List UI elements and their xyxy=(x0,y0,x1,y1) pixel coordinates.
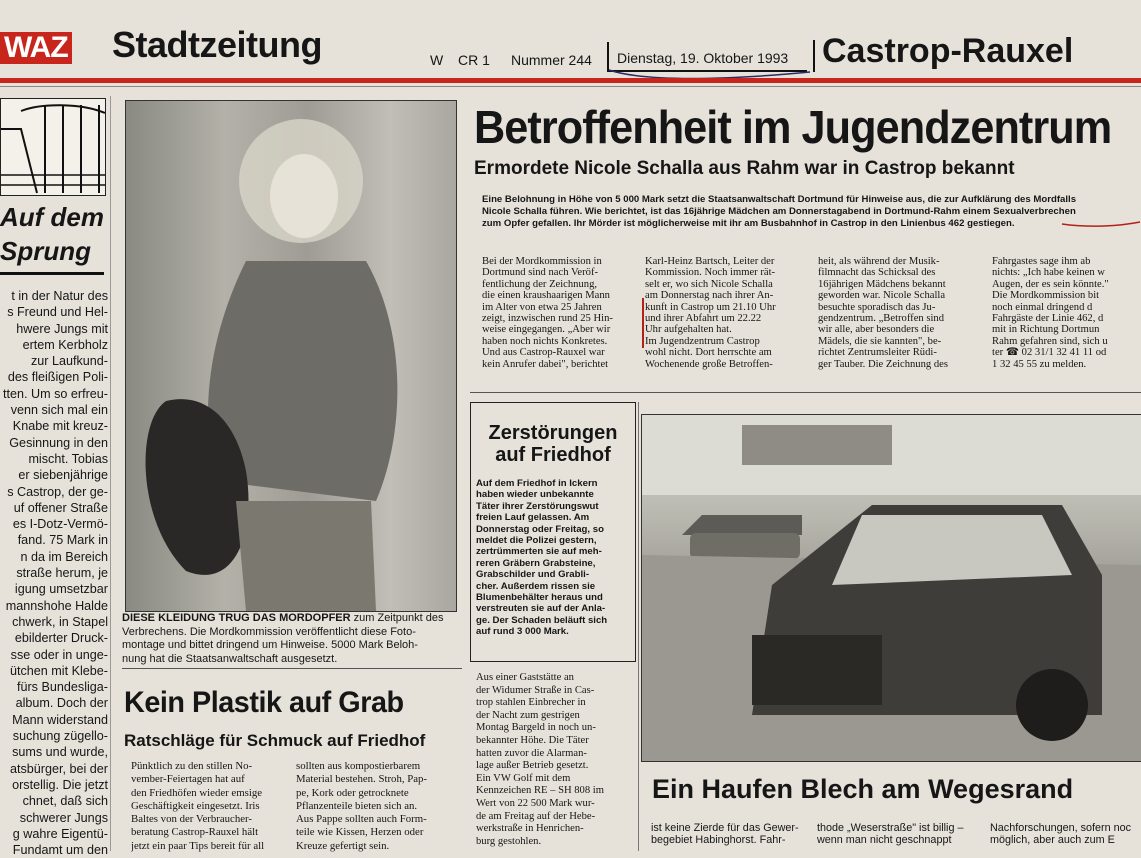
text-line: Wochenende große Betroffen- xyxy=(645,358,773,370)
text-line: chnet, daß sich xyxy=(22,794,108,809)
text-line: freien Lauf gelassen. Am xyxy=(476,512,590,524)
gaststaette-text xyxy=(476,672,632,848)
text-line: Montag Bargeld in noch un- xyxy=(476,722,596,734)
text-line: Donnerstag oder Freitag, so xyxy=(476,523,604,535)
text-line: im Alter von etwa 25 Jahren xyxy=(482,301,602,313)
text-line: wenn man nicht geschnappt xyxy=(817,834,952,847)
newspaper-logo: WAZ xyxy=(0,32,72,64)
text-line: wohl nicht. Dort herrschte am xyxy=(645,347,772,359)
city-title: Castrop-Rauxel xyxy=(822,32,1074,70)
text-line: der Nacht zum gestrigen xyxy=(476,709,580,721)
text-line: des fleißigen Poli- xyxy=(7,370,108,385)
text-line: teile wie Kissen, Herzen oder xyxy=(296,826,424,839)
text-line: Im Jugendzentrum Castrop xyxy=(645,335,760,347)
text-line: auf rund 3 000 Mark. xyxy=(476,626,569,638)
text-line: haben noch nichts Konkretes. xyxy=(482,335,608,347)
text-line: Fahrgastes sage ihm ab xyxy=(992,256,1091,267)
text-line: Bei der Mordkommission in xyxy=(482,256,602,267)
issue-number: Nummer 244 xyxy=(511,52,592,68)
left-headline-rule xyxy=(0,272,104,275)
photo1-caption xyxy=(122,612,460,666)
main-column-4 xyxy=(992,256,1141,370)
text-line: Die Mordkommission bit xyxy=(992,290,1100,302)
text-line: am Donnerstag nach ihrer An- xyxy=(645,290,774,302)
text-line: Karl-Heinz Bartsch, Leiter der xyxy=(645,256,775,267)
text-line: zeigt, inzwischen rund 25 Hin- xyxy=(482,313,613,325)
text-line: Fahrgäste der Linie 462, d xyxy=(992,313,1104,325)
text-line: die einen kraushaarigen Mann xyxy=(482,290,610,302)
text-line: burg gestohlen. xyxy=(476,835,542,847)
text-line: Dortmund sind nach Veröf- xyxy=(482,267,599,279)
text-line: Wert von 22 500 Mark wur- xyxy=(476,797,595,809)
pen-margin-mark xyxy=(642,298,644,348)
text-line: weise eingegangen. „Aber wir xyxy=(482,324,611,336)
text-line: geworden war. Nicole Schalla xyxy=(818,290,946,302)
issue-date: Dienstag, 19. Oktober 1993 xyxy=(607,42,807,72)
text-line: n da im Bereich xyxy=(20,549,108,564)
friedhof-headline xyxy=(470,422,636,466)
text-line: Kreuze gefertigt sein. xyxy=(296,839,390,852)
text-line: wir alle, aber besonders die xyxy=(818,324,935,336)
text-line: begebiet Habinghorst. Fahr- xyxy=(651,834,786,847)
text-line: venn sich mal ein xyxy=(10,403,108,418)
text-line: Und aus Castrop-Rauxel war xyxy=(482,347,605,359)
text-line: orstellig. Die jetzt xyxy=(12,777,108,792)
text-line: schwerer Jungs xyxy=(19,810,108,825)
text-line: richtet Zentrumsleiter Rüdi- xyxy=(818,347,937,359)
text-line: mischt. Tobias xyxy=(28,451,108,466)
text-line: atsbürger, bei der xyxy=(9,761,108,776)
text-line: tten. Um so erfreu- xyxy=(3,386,108,401)
plastik-column-1 xyxy=(131,760,281,853)
blech-column-1 xyxy=(651,822,821,847)
text-line: hwere Jungs mit xyxy=(16,321,108,336)
wrecked-car-photo xyxy=(641,414,1141,762)
text-line: den Friedhöfen wieder emsige xyxy=(131,786,263,799)
section-title: Stadtzeitung xyxy=(112,24,322,65)
text-line: selt er, wo sich Nicole Schalla xyxy=(645,278,773,290)
text-line: Kennzeichen RE – SH 808 im xyxy=(476,785,604,797)
text-line: uf offener Straße xyxy=(13,500,108,515)
text-line: chwerk, in Stapel xyxy=(12,614,108,629)
lead-line: Eine Belohnung in Höhe von 5 000 Mark setzt die Staatsanwaltschaft Dortmund für Hinweise aus, die zur Aufklärung des Mordfalls xyxy=(482,194,1077,205)
text-line: Augen, der es sein könnte." xyxy=(992,278,1109,290)
caption-text: Verbrechens. Die Mordkommission veröffentlicht diese Foto- xyxy=(122,625,416,638)
text-line: möglich, aber auch zum E xyxy=(990,834,1115,847)
caption-text: nung hat die Staatsanwaltschaft ausgesetzt. xyxy=(122,652,338,665)
text-line: ger Tauber. Die Zeichnung des xyxy=(818,358,948,370)
text-line: Mädels, die sie kannten", be- xyxy=(818,335,942,347)
edition-code: CR 1 xyxy=(458,52,490,68)
text-line: er siebenjährige xyxy=(18,468,108,483)
left-column-illustration xyxy=(0,98,106,196)
victim-clothing-photo xyxy=(125,100,457,612)
blech-column-3 xyxy=(990,822,1141,847)
masthead-red-rule xyxy=(0,78,1141,83)
text-line: Grabschilder und Grabli- xyxy=(476,569,590,581)
text-line: beratung Castrop-Rauxel hält xyxy=(131,826,259,839)
text-line: ist keine Zierde für das Gewer- xyxy=(651,822,799,834)
text-line: verstreuten sie auf der Anla- xyxy=(476,603,606,615)
text-line: Aus einer Gaststätte an xyxy=(476,672,574,683)
text-line: und ihrer Abfahrt um 22.22 xyxy=(645,313,762,325)
plastik-column-2 xyxy=(296,760,458,853)
text-line: der Widumer Straße in Cas- xyxy=(476,684,595,696)
text-line: sums und wurde, xyxy=(12,745,108,760)
text-line: Ein VW Golf mit dem xyxy=(476,772,571,784)
main-column-3 xyxy=(818,256,976,370)
text-line: sollten aus kompostierbarem xyxy=(296,760,421,772)
text-line: sse oder in unge- xyxy=(10,647,108,662)
text-line: Material bestehen. Stroh, Pap- xyxy=(296,773,428,786)
main-column-2 xyxy=(645,256,789,370)
headline-line: Zerstörungen xyxy=(488,422,618,444)
text-line: album. Doch der xyxy=(15,696,108,711)
edition-w: W xyxy=(430,52,444,68)
text-line: Aus Pappe sollten auch Form- xyxy=(296,813,427,826)
text-line: pe, Kork oder getrocknete xyxy=(296,786,409,799)
text-line: t in der Natur des xyxy=(11,289,108,303)
text-line: es I-Dotz-Vermö- xyxy=(12,517,108,532)
text-line: thode „Weserstraße" ist billig – xyxy=(817,822,964,834)
main-column-1 xyxy=(482,256,634,370)
text-line: suchung zügello- xyxy=(12,729,108,744)
headline-line: auf Friedhof xyxy=(495,444,611,466)
text-line: nichts: „Ich habe keinen w xyxy=(992,267,1105,279)
blech-headline: Ein Haufen Blech am Wegesrand xyxy=(652,774,1074,804)
main-headline: Betroffenheit im Jugendzentrum xyxy=(474,101,1112,153)
text-line: ütchen mit Klebe- xyxy=(9,663,108,678)
text-line: Auf dem Friedhof in Ickern xyxy=(476,478,598,489)
text-line: cher. Außerdem rissen sie xyxy=(476,580,596,592)
text-line: heit, als während der Musik- xyxy=(818,256,940,267)
text-line: 16jährigen Mädchens bekannt xyxy=(818,278,946,290)
text-line: werkstraße in Henrichen- xyxy=(476,823,584,835)
text-line: Rahm gefahren sind, sich u xyxy=(992,335,1108,347)
caption-text: zum Zeitpunkt des xyxy=(350,612,444,624)
caption-lead: DIESE KLEIDUNG TRUG DAS MORDOPFER xyxy=(122,612,351,624)
lead-line: zum Opfer gefallen. Ihr Mörder ist möglicherweise mit ihr am Busbahnhof in Castrop in den Linienbus 462 gestiegen. xyxy=(482,218,1015,229)
text-line: 1 32 45 55 zu melden. xyxy=(992,358,1087,370)
text-line: zur Laufkund- xyxy=(30,354,108,369)
text-line: Uhr aufgehalten hat. xyxy=(645,324,732,336)
text-line: vember-Feiertagen hat auf xyxy=(131,773,245,786)
text-line: mannshohe Halde xyxy=(5,598,108,613)
text-line: Knabe mit kreuz- xyxy=(12,419,108,434)
text-line: kein Anrufer dabei", berichtet xyxy=(482,358,609,370)
left-headline-line2: Sprung xyxy=(0,236,91,266)
text-line: Mann widerstand xyxy=(12,712,108,727)
text-line: ertem Kerbholz xyxy=(22,337,108,352)
text-line: trop stahlen Einbrecher in xyxy=(476,697,586,709)
text-line: Geschäftigkeit eingesetzt. Iris xyxy=(131,799,260,812)
text-line: Kommission. Noch immer rät- xyxy=(645,267,776,279)
text-line: s Freund und Hel- xyxy=(7,305,108,320)
pen-underline-mark xyxy=(1060,212,1141,232)
text-line: meldet die Polizei gestern, xyxy=(476,535,597,547)
text-line: g wahre Eigentü- xyxy=(12,826,108,841)
plastik-headline: Kein Plastik auf Grab xyxy=(124,686,404,719)
left-headline-line1: Auf dem xyxy=(0,202,104,232)
text-line: jetzt ein paar Tips bereit für all xyxy=(131,839,265,852)
blech-column-2 xyxy=(817,822,987,847)
main-lead xyxy=(482,194,1141,230)
text-line: Blumenbehälter heraus und xyxy=(476,592,603,604)
text-line: filmnacht das Schicksal des xyxy=(818,267,936,279)
text-line: kunft in Castrop um 21.10 Uhr xyxy=(645,301,776,313)
text-line: gendzentrum. „Betroffen sind xyxy=(818,313,945,325)
text-line: noch einmal dringend d xyxy=(992,301,1093,313)
text-line: Fundamt um den xyxy=(12,843,108,858)
main-subhead: Ermordete Nicole Schalla aus Rahm war in Castrop bekannt xyxy=(474,158,1015,179)
masthead-divider xyxy=(813,40,815,72)
masthead-thin-rule xyxy=(0,86,1141,87)
text-line: s Castrop, der ge- xyxy=(7,484,108,499)
text-line: Pünktlich zu den stillen No- xyxy=(131,760,253,772)
caption-text: montage und bittet dringend um Hinweise. 5000 Mark Beloh- xyxy=(122,639,418,651)
text-line: mit in Richtung Dortmun xyxy=(992,324,1100,336)
text-line: igung umsetzbar xyxy=(14,582,108,597)
lead-line: Nicole Schalla führen. Wie berichtet, ist das 16jährige Mädchen am Donnerstagabend in Dortmund-Rahm einem Sexualverbrechen xyxy=(482,206,1076,217)
plastik-subhead: Ratschläge für Schmuck auf Friedhof xyxy=(124,731,426,750)
text-line: fentlichung der Zeichnung, xyxy=(482,278,598,290)
text-line: besuchte sporadisch das Ju- xyxy=(818,301,936,313)
rule xyxy=(122,668,462,669)
text-line: hatten zuvor die Alarman- xyxy=(476,747,587,759)
text-line: ge. Der Schaden beläuft sich xyxy=(476,614,608,626)
text-line: fürs Bundesliga- xyxy=(16,680,108,695)
column-separator xyxy=(638,402,639,851)
text-line: de am Freitag auf der Hebe- xyxy=(476,810,596,822)
rule xyxy=(470,392,1141,393)
text-line: lage außer Betrieb gesetzt. xyxy=(476,760,589,772)
text-line: straße herum, je xyxy=(16,566,108,581)
text-line: Täter ihrer Zerstörungswut xyxy=(476,500,599,512)
text-line: fand. 75 Mark in xyxy=(17,533,108,548)
column-separator xyxy=(110,96,111,851)
text-line: Pflanzenteile bieten sich an. xyxy=(296,799,418,812)
text-line: reren Gräbern Grabsteine, xyxy=(476,557,596,569)
text-line: bekannter Höhe. Die Täter xyxy=(476,734,589,746)
text-line: Gesinnung in den xyxy=(9,435,108,450)
text-line: ter ☎ 02 31/1 32 41 11 od xyxy=(992,347,1107,359)
text-line: Nachforschungen, sofern noc xyxy=(990,822,1132,834)
left-column-text xyxy=(0,288,108,858)
friedhof-text xyxy=(476,478,628,638)
text-line: ebilderter Druck- xyxy=(14,631,108,646)
text-line: haben wieder unbekannte xyxy=(476,489,594,501)
text-line: zertrümmerten sie auf meh- xyxy=(476,546,602,558)
text-line: Baltes von der Verbraucher- xyxy=(131,813,253,826)
